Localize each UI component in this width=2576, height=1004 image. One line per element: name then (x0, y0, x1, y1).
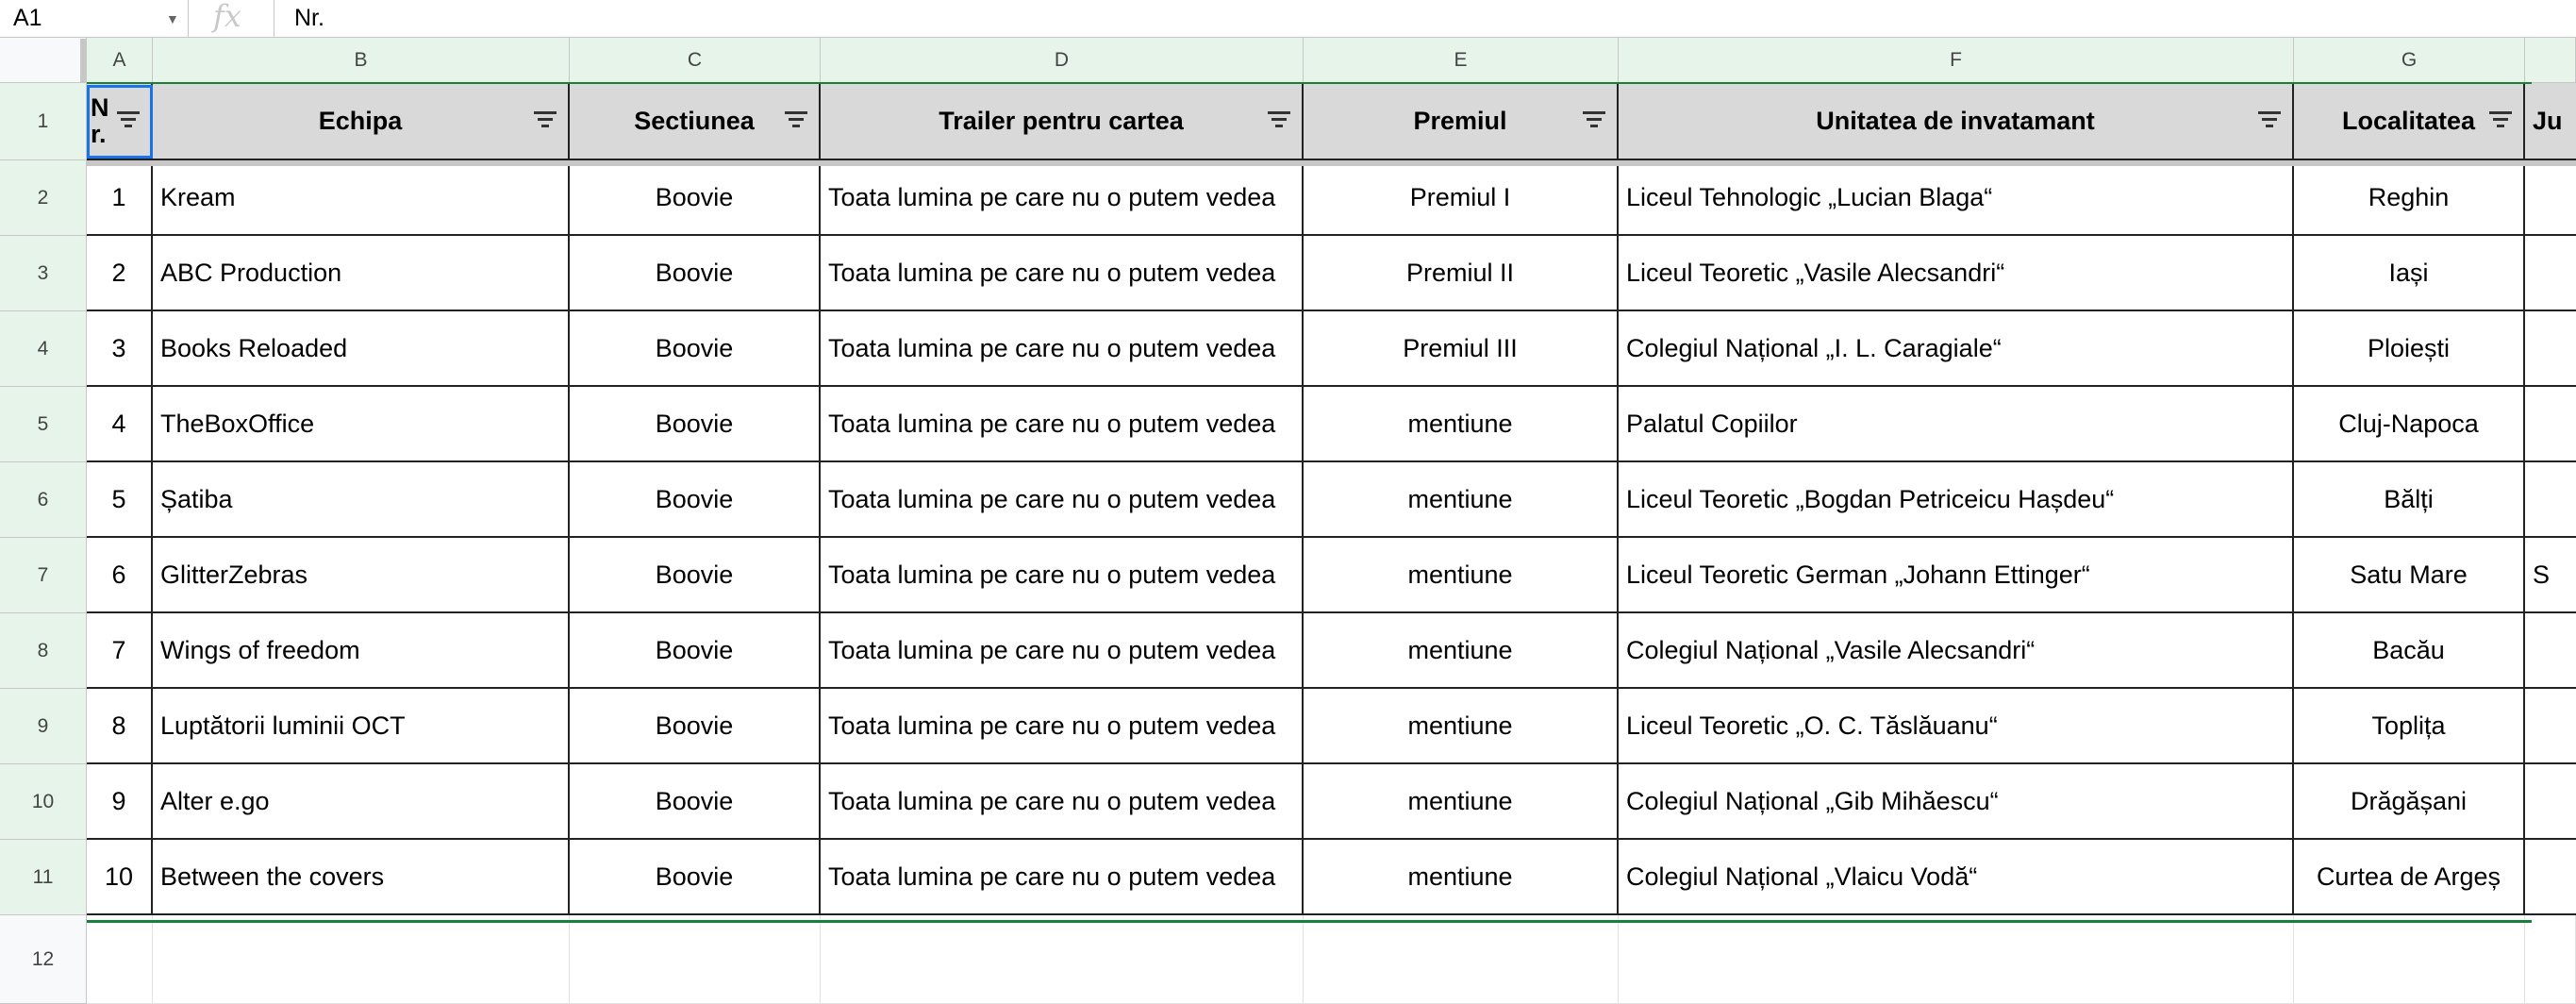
cell-unitatea-text: Liceul Teoretic „Vasile Alecsandri“ (1626, 259, 2005, 287)
cell-trailer[interactable] (821, 613, 1304, 689)
cell-premiul-text: mentiune (1407, 485, 1513, 513)
cell-nr-text: 2 (111, 259, 126, 287)
cell-premiul-text: Premiul II (1405, 259, 1515, 287)
cell-nr-text: 9 (111, 787, 126, 815)
cell-echipa-text: Wings of freedom (160, 636, 360, 664)
header-cell-next_partial-text: Ju (2533, 107, 2563, 135)
header-cell-echipa[interactable] (153, 83, 570, 160)
header-cell-next_partial[interactable] (2525, 83, 2576, 160)
cell-echipa-text: Luptătorii luminii OCT (160, 711, 406, 740)
cell-nr-text: 1 (111, 183, 126, 211)
selection-range-bottom (87, 920, 2532, 923)
cell-premiul[interactable] (1304, 764, 1619, 840)
row-header-10[interactable]: 10 (0, 764, 87, 840)
header-cell-premiul-text: Premiul (1413, 107, 1507, 135)
filter-icon[interactable] (785, 111, 807, 130)
cell-localitatea[interactable] (2294, 538, 2525, 613)
cell-premiul[interactable] (1304, 538, 1619, 613)
cell-sectiunea-text: Boovie (655, 561, 734, 589)
row-header-1[interactable]: 1 (0, 83, 87, 160)
cell-nr-text: 3 (111, 334, 126, 362)
cell-echipa-text: GlitterZebras (160, 561, 308, 589)
cell-next_partial-text: S (2533, 561, 2551, 589)
row-header-4[interactable]: 4 (0, 311, 87, 387)
cell-next_partial[interactable] (2525, 689, 2576, 764)
cell-unitatea[interactable] (1619, 311, 2294, 387)
cell-sectiunea[interactable] (570, 764, 821, 840)
empty-cell[interactable] (821, 915, 1304, 1004)
cell-trailer-text: Toata lumina pe care nu o putem vedea (828, 862, 1276, 891)
cell-nr[interactable] (87, 311, 153, 387)
filter-icon[interactable] (534, 111, 557, 130)
cell-sectiunea-text: Boovie (655, 410, 734, 438)
cell-premiul[interactable] (1304, 311, 1619, 387)
cell-unitatea[interactable] (1619, 160, 2294, 236)
cell-localitatea[interactable] (2294, 236, 2525, 311)
cell-trailer[interactable] (821, 764, 1304, 840)
cell-next_partial[interactable] (2525, 311, 2576, 387)
cell-trailer-text: Toata lumina pe care nu o putem vedea (828, 410, 1276, 438)
cell-premiul[interactable] (1304, 236, 1619, 311)
cell-trailer-text: Toata lumina pe care nu o putem vedea (828, 485, 1276, 513)
column-header-g[interactable]: G (2294, 38, 2525, 83)
cell-unitatea-text: Colegiul Național „Vasile Alecsandri“ (1626, 636, 2036, 664)
cell-trailer[interactable] (821, 160, 1304, 236)
cell-echipa-text: Șatiba (160, 485, 233, 513)
cell-next_partial[interactable] (2525, 387, 2576, 462)
cell-sectiunea-text: Boovie (655, 485, 734, 513)
header-cell-nr-text: Nr. (91, 93, 109, 148)
cell-echipa[interactable] (153, 689, 570, 764)
column-header-b[interactable]: B (153, 38, 570, 83)
cell-nr[interactable] (87, 840, 153, 915)
empty-cell[interactable] (87, 915, 153, 1004)
selection-range-top (87, 82, 2532, 84)
cell-localitatea[interactable] (2294, 613, 2525, 689)
header-cell-trailer-text: Trailer pentru cartea (939, 107, 1184, 135)
cell-nr[interactable] (87, 462, 153, 538)
cell-sectiunea[interactable] (570, 840, 821, 915)
cell-echipa[interactable] (153, 387, 570, 462)
cell-localitatea-text: Cluj-Napoca (2338, 410, 2479, 438)
column-headers (0, 38, 2576, 83)
cell-unitatea[interactable] (1619, 689, 2294, 764)
cell-trailer-text: Toata lumina pe care nu o putem vedea (828, 334, 1276, 362)
cell-trailer[interactable] (821, 689, 1304, 764)
cell-trailer-text: Toata lumina pe care nu o putem vedea (828, 636, 1276, 664)
spreadsheet-grid (0, 83, 2576, 1004)
cell-sectiunea-text: Boovie (655, 183, 734, 211)
cell-localitatea[interactable] (2294, 764, 2525, 840)
cell-unitatea-text: Palatul Copiilor (1626, 410, 1798, 438)
cell-echipa[interactable] (153, 462, 570, 538)
cell-sectiunea[interactable] (570, 462, 821, 538)
cell-sectiunea-text: Boovie (655, 862, 734, 891)
cell-unitatea[interactable] (1619, 613, 2294, 689)
cell-nr-text: 6 (111, 561, 126, 589)
row-header-2[interactable]: 2 (0, 160, 87, 236)
header-cell-localitatea-text: Localitatea (2341, 107, 2476, 135)
empty-cell[interactable] (2294, 915, 2525, 1004)
cell-premiul-text: mentiune (1407, 862, 1513, 891)
cell-nr[interactable] (87, 689, 153, 764)
cell-premiul-text: Premiul I (1409, 183, 1511, 211)
cell-localitatea-text: Toplița (2371, 711, 2446, 740)
cell-premiul-text: mentiune (1407, 711, 1513, 740)
cell-next_partial[interactable] (2525, 462, 2576, 538)
cell-trailer-text: Toata lumina pe care nu o putem vedea (828, 561, 1276, 589)
cell-sectiunea[interactable] (570, 311, 821, 387)
cell-unitatea-text: Colegiul Național „I. L. Caragiale“ (1626, 334, 2002, 362)
cell-nr[interactable] (87, 387, 153, 462)
row-header-12[interactable]: 12 (0, 915, 87, 1004)
cell-unitatea[interactable] (1619, 538, 2294, 613)
row-header-9[interactable]: 9 (0, 689, 87, 764)
cell-premiul[interactable] (1304, 462, 1619, 538)
cell-nr[interactable] (87, 764, 153, 840)
formula-input[interactable]: Nr. (294, 5, 324, 31)
cell-unitatea-text: Liceul Teoretic „Bogdan Petriceicu Hașdeu“ (1626, 485, 2115, 513)
cell-echipa[interactable] (153, 764, 570, 840)
row-header-3[interactable]: 3 (0, 236, 87, 311)
row-header-5[interactable]: 5 (0, 387, 87, 462)
cell-nr[interactable] (87, 538, 153, 613)
cell-localitatea-text: Bălți (2384, 485, 2434, 513)
cell-sectiunea-text: Boovie (655, 711, 734, 740)
cell-next_partial[interactable] (2525, 764, 2576, 840)
cell-trailer-text: Toata lumina pe care nu o putem vedea (828, 711, 1276, 740)
cell-trailer-text: Toata lumina pe care nu o putem vedea (828, 259, 1276, 287)
cell-nr-text: 7 (111, 636, 126, 664)
cell-next_partial[interactable] (2525, 840, 2576, 915)
cell-trailer-text: Toata lumina pe care nu o putem vedea (828, 787, 1276, 815)
cell-premiul[interactable] (1304, 160, 1619, 236)
filter-icon[interactable] (2258, 111, 2281, 130)
empty-cell[interactable] (1304, 915, 1619, 1004)
cell-echipa[interactable] (153, 236, 570, 311)
cell-sectiunea[interactable] (570, 538, 821, 613)
cell-premiul-text: mentiune (1407, 787, 1513, 815)
cell-localitatea-text: Reghin (2368, 183, 2450, 211)
cell-trailer[interactable] (821, 387, 1304, 462)
cell-premiul[interactable] (1304, 387, 1619, 462)
cell-trailer[interactable] (821, 236, 1304, 311)
cell-localitatea-text: Iași (2388, 259, 2429, 287)
cell-unitatea[interactable] (1619, 236, 2294, 311)
cell-unitatea-text: Colegiul Național „Gib Mihăescu“ (1626, 787, 1999, 815)
cell-premiul-text: mentiune (1407, 636, 1513, 664)
cell-trailer[interactable] (821, 538, 1304, 613)
header-cell-nr[interactable] (87, 83, 153, 160)
cell-next_partial[interactable] (2525, 236, 2576, 311)
cell-trailer[interactable] (821, 462, 1304, 538)
cell-nr-text: 10 (104, 862, 134, 891)
cell-echipa[interactable] (153, 311, 570, 387)
cell-premiul[interactable] (1304, 689, 1619, 764)
cell-echipa[interactable] (153, 613, 570, 689)
name-box-value: A1 (13, 5, 42, 31)
cell-echipa-text: ABC Production (160, 259, 342, 287)
cell-sectiunea[interactable] (570, 160, 821, 236)
filter-icon[interactable] (117, 111, 140, 130)
cell-echipa[interactable] (153, 160, 570, 236)
row-header-8[interactable]: 8 (0, 613, 87, 689)
fx-icon: fx (213, 0, 241, 34)
cell-unitatea-text: Liceul Tehnologic „Lucian Blaga“ (1626, 183, 1993, 211)
cell-echipa[interactable] (153, 538, 570, 613)
column-header-f[interactable]: F (1619, 38, 2294, 83)
column-header-e[interactable]: E (1304, 38, 1619, 83)
cell-unitatea-text: Colegiul Național „Vlaicu Vodă“ (1626, 862, 1978, 891)
cell-nr[interactable] (87, 613, 153, 689)
cell-unitatea[interactable] (1619, 840, 2294, 915)
filter-icon[interactable] (1268, 111, 1290, 130)
cell-premiul[interactable] (1304, 840, 1619, 915)
cell-localitatea-text: Satu Mare (2350, 561, 2468, 589)
cell-trailer[interactable] (821, 840, 1304, 915)
cell-echipa-text: Kream (160, 183, 236, 211)
cell-localitatea-text: Drăgășani (2350, 787, 2468, 815)
cell-trailer[interactable] (821, 311, 1304, 387)
cell-next_partial[interactable] (2525, 613, 2576, 689)
cell-trailer-text: Toata lumina pe care nu o putem vedea (828, 183, 1276, 211)
name-box[interactable] (0, 0, 189, 37)
cell-nr-text: 4 (111, 410, 126, 438)
cell-echipa-text: Books Reloaded (160, 334, 348, 362)
cell-sectiunea[interactable] (570, 387, 821, 462)
cell-localitatea[interactable] (2294, 462, 2525, 538)
cell-sectiunea-text: Boovie (655, 259, 734, 287)
cell-localitatea-text: Bacău (2372, 636, 2445, 664)
cell-unitatea[interactable] (1619, 462, 2294, 538)
formula-bar (0, 0, 2576, 38)
cell-nr-text: 5 (111, 485, 126, 513)
cell-localitatea-text: Curtea de Argeș (2316, 862, 2501, 891)
chevron-down-icon[interactable]: ▼ (166, 11, 179, 26)
filter-icon[interactable] (1583, 111, 1605, 130)
cell-premiul-text: Premiul III (1403, 334, 1518, 362)
cell-localitatea[interactable] (2294, 387, 2525, 462)
column-header-partial[interactable] (2525, 38, 2576, 83)
cell-premiul-text: mentiune (1407, 410, 1513, 438)
cell-unitatea-text: Liceul Teoretic „O. C. Tăslăuanu“ (1626, 711, 1998, 740)
header-cell-sectiunea-text: Sectiunea (634, 107, 755, 135)
cell-sectiunea-text: Boovie (655, 787, 734, 815)
column-header-c[interactable]: C (570, 38, 821, 83)
cell-sectiunea[interactable] (570, 613, 821, 689)
cell-next_partial[interactable] (2525, 538, 2576, 613)
cell-unitatea[interactable] (1619, 387, 2294, 462)
frozen-row-divider[interactable] (87, 160, 2576, 166)
column-header-a[interactable]: A (87, 38, 153, 83)
cell-echipa[interactable] (153, 840, 570, 915)
cell-sectiunea[interactable] (570, 236, 821, 311)
filter-icon[interactable] (2489, 111, 2512, 130)
cell-sectiunea-text: Boovie (655, 334, 734, 362)
cell-unitatea[interactable] (1619, 764, 2294, 840)
column-header-d[interactable]: D (821, 38, 1304, 83)
header-cell-localitatea[interactable] (2294, 83, 2525, 160)
cell-nr[interactable] (87, 160, 153, 236)
row-header-11[interactable]: 11 (0, 840, 87, 915)
row-header-7[interactable]: 7 (0, 538, 87, 613)
cell-sectiunea[interactable] (570, 689, 821, 764)
empty-cell[interactable] (1619, 915, 2294, 1004)
cell-echipa-text: TheBoxOffice (160, 410, 315, 438)
cell-next_partial[interactable] (2525, 160, 2576, 236)
cell-premiul-text: mentiune (1407, 561, 1513, 589)
header-cell-unitatea[interactable] (1619, 83, 2294, 160)
empty-cell[interactable] (153, 915, 570, 1004)
cell-unitatea-text: Liceul Teoretic German „Johann Ettinger“ (1626, 561, 2090, 589)
header-cell-unitatea-text: Unitatea de invatamant (1816, 107, 2095, 135)
empty-cell[interactable] (2525, 915, 2576, 1004)
cell-localitatea[interactable] (2294, 311, 2525, 387)
row-header-6[interactable]: 6 (0, 462, 87, 538)
cell-echipa-text: Between the covers (160, 862, 385, 891)
cell-nr-text: 8 (111, 711, 126, 740)
header-cell-trailer[interactable] (821, 83, 1304, 160)
cell-localitatea[interactable] (2294, 840, 2525, 915)
cell-premiul[interactable] (1304, 613, 1619, 689)
empty-cell[interactable] (570, 915, 821, 1004)
header-cell-premiul[interactable] (1304, 83, 1619, 160)
cell-nr[interactable] (87, 236, 153, 311)
cell-localitatea[interactable] (2294, 689, 2525, 764)
header-cell-sectiunea[interactable] (570, 83, 821, 160)
cell-localitatea-text: Ploiești (2367, 334, 2451, 362)
cell-sectiunea-text: Boovie (655, 636, 734, 664)
header-cell-echipa-text: Echipa (318, 107, 403, 135)
cell-localitatea[interactable] (2294, 160, 2525, 236)
cell-echipa-text: Alter e.go (160, 787, 270, 815)
